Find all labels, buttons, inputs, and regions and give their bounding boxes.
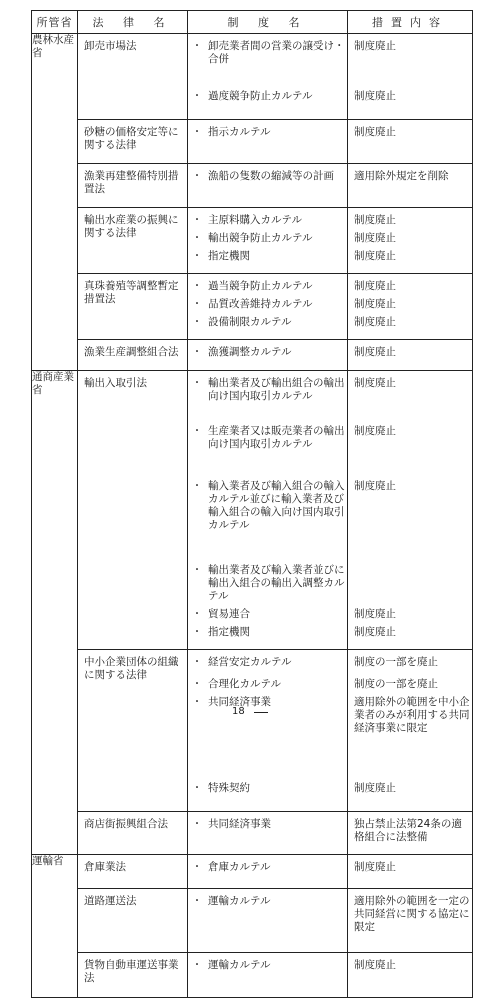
measure-block: [348, 650, 472, 812]
system-item: [191, 298, 345, 316]
law-column: [78, 34, 188, 371]
bullet-marker: ・: [191, 959, 203, 971]
measure-item: 制度廃止: [354, 626, 396, 638]
measure-item: 制度廃止: [354, 298, 396, 310]
system-column: [188, 371, 348, 855]
measure-item: 制度廃止: [354, 126, 396, 138]
system-item: [191, 818, 345, 850]
ministry-name: 運輸省: [32, 855, 78, 998]
measure-item: 制度の一部を廃止: [354, 656, 438, 668]
law-name: 輸出入取引法: [78, 371, 187, 650]
system-name: 卸売業者間の営業の譲受け・合併: [208, 40, 345, 65]
system-name: 設備制限カルテル: [208, 316, 292, 328]
system-name: 指示カルテル: [208, 126, 271, 138]
law-name: 輸出水産業の振興に関する法律: [78, 208, 187, 274]
measure-item: 制度廃止: [354, 377, 396, 389]
measure-block: [348, 812, 472, 854]
system-item: [191, 40, 345, 90]
system-name: 指定機関: [208, 626, 250, 638]
measure-item: 制度の一部を廃止: [354, 678, 438, 690]
system-item: [191, 250, 345, 270]
bullet-marker: ・: [191, 818, 203, 830]
bullet-marker: ・: [191, 895, 203, 907]
measure-column: [348, 855, 473, 998]
measure-item: 制度廃止: [354, 346, 396, 358]
law-name: 商店街振興組合法: [84, 818, 168, 830]
law-name: 道路運送法: [78, 889, 187, 953]
measure-item: 制度廃止: [354, 959, 396, 971]
bullet-marker: ・: [191, 40, 203, 52]
law-name: 倉庫業法: [78, 855, 187, 889]
system-column: [188, 855, 348, 998]
measure-item: 制度廃止: [354, 861, 396, 873]
bullet-marker: ・: [191, 90, 203, 102]
bullet-marker: ・: [191, 861, 203, 873]
system-name: 特殊契約: [208, 782, 250, 794]
bullet-marker: ・: [191, 126, 203, 138]
bullet-marker: ・: [191, 214, 203, 226]
measure-block: [348, 371, 472, 650]
system-item: [191, 782, 345, 808]
system-name: 共同経済事業: [208, 696, 271, 708]
system-name: 倉庫カルテル: [208, 861, 271, 873]
system-item: [191, 656, 345, 678]
measure-item: 制度廃止: [354, 280, 396, 292]
system-block: [188, 889, 347, 953]
bullet-marker: ・: [191, 298, 203, 310]
measure-column: [348, 371, 473, 855]
system-name: 品質改善維持カルテル: [208, 298, 313, 310]
system-item: [191, 377, 345, 425]
system-name: 主原料購入カルテル: [208, 214, 302, 226]
system-name: 合理化カルテル: [208, 678, 281, 690]
bullet-marker: ・: [191, 626, 203, 638]
law-name: 漁業再建整備特別措置法: [78, 164, 187, 208]
bullet-marker: ・: [191, 170, 203, 182]
measure-item: [351, 564, 470, 608]
system-item: [191, 232, 345, 250]
measure-item: 制度廃止: [354, 232, 396, 244]
measure-item: 制度廃止: [354, 90, 396, 102]
system-name: 漁獲調整カルテル: [208, 346, 292, 358]
system-block: [188, 812, 347, 854]
measure-item: 制度廃止: [354, 608, 396, 620]
measure-item: 独占禁止法第24条の適格組合に法整備: [354, 818, 462, 843]
system-item: [191, 90, 345, 116]
system-name: 輸入業者及び輸入組合の輸入カルテル並びに輸入業者及び輸入組合の輸入向け国内取引カルテル: [208, 480, 345, 531]
measure-block: [348, 953, 472, 997]
ministry-row: [32, 371, 473, 855]
system-item: [191, 564, 345, 608]
measure-item: 制度廃止: [354, 480, 396, 492]
system-name: 過度競争防止カルテル: [208, 90, 313, 102]
header-ministry: 所管省: [32, 11, 78, 34]
bullet-marker: ・: [191, 678, 203, 690]
system-item: [191, 696, 345, 782]
measure-item: 制度廃止: [354, 214, 396, 226]
law-column: [78, 371, 188, 855]
system-block: [188, 208, 347, 274]
system-block: [188, 953, 347, 997]
header-measure: 措置内容: [348, 11, 473, 34]
bullet-marker: ・: [191, 346, 203, 358]
system-item: [191, 280, 345, 298]
system-name: 経営安定カルテル: [208, 656, 292, 668]
system-item: [191, 959, 345, 993]
system-name: 運輸カルテル: [208, 959, 271, 971]
system-block: [188, 855, 347, 889]
measure-block: [348, 120, 472, 164]
system-item: [191, 316, 345, 336]
measure-item: 制度廃止: [354, 425, 396, 437]
measure-item: 適用除外規定を削除: [354, 170, 449, 182]
measure-item: 制度廃止: [354, 40, 396, 52]
system-name: 輸出業者及び輸出組合の輸出向け国内取引カルテル: [208, 377, 345, 402]
system-item: [191, 480, 345, 564]
measure-block: [348, 164, 472, 208]
system-name: 運輸カルテル: [208, 895, 271, 907]
system-name: 共同経済事業: [208, 818, 271, 830]
page-number: 18: [232, 706, 245, 717]
system-name: 生産業者又は販売業者の輸出向け国内取引カルテル: [208, 425, 345, 450]
system-item: [191, 425, 345, 480]
header-law: 法 律 名: [78, 11, 188, 34]
system-item: [191, 861, 345, 885]
measure-block: [348, 208, 472, 274]
law-column: [78, 855, 188, 998]
law-name: 砂糖の価格安定等に関する法律: [78, 120, 187, 164]
bullet-marker: ・: [191, 480, 203, 492]
system-item: [191, 170, 345, 204]
law-name: 卸売市場法: [78, 34, 187, 120]
system-item: [191, 214, 345, 232]
system-name: 指定機関: [208, 250, 250, 262]
system-column: [188, 34, 348, 371]
measure-block: [348, 34, 472, 120]
ministry-name: 農林水産省: [32, 34, 78, 371]
system-block: [188, 650, 347, 812]
ministry-name: 通商産業省: [32, 371, 78, 855]
system-block: [188, 371, 347, 650]
law-name: 真珠養殖等調整暫定措置法: [78, 274, 187, 340]
system-name: 輸出競争防止カルテル: [208, 232, 313, 244]
measure-item: 制度廃止: [354, 316, 396, 328]
bullet-marker: ・: [191, 280, 203, 292]
system-block: [188, 274, 347, 340]
system-block: [188, 164, 347, 208]
measure-block: [348, 274, 472, 340]
system-item: [191, 678, 345, 696]
table-header-row: [32, 11, 473, 34]
system-block: [188, 120, 347, 164]
measure-item: 適用除外の範囲を一定の共同経営に関する協定に限定: [354, 895, 470, 933]
measure-block: [348, 855, 472, 889]
bullet-marker: ・: [191, 316, 203, 328]
bullet-marker: ・: [191, 232, 203, 244]
system-name: 輸出業者及び輸入業者並びに輸出入組合の輸出入調整カルテル: [208, 564, 345, 602]
law-name: 中小企業団体の組織に関する法律: [78, 650, 187, 812]
system-item: [191, 126, 345, 160]
measures-table: [31, 10, 473, 998]
system-block: [188, 34, 347, 120]
law-name: 貨物自動車運送事業法: [84, 959, 179, 984]
bullet-marker: ・: [191, 377, 203, 389]
law-name: 漁業生産調整組合法: [84, 346, 179, 358]
system-name: 貿易連合: [208, 608, 250, 620]
ministry-row: [32, 855, 473, 998]
bullet-marker: ・: [191, 782, 203, 794]
measure-item: 制度廃止: [354, 250, 396, 262]
system-name: 過当競争防止カルテル: [208, 280, 313, 292]
system-name: 漁船の隻数の縮減等の計画: [208, 170, 334, 182]
system-item: [191, 608, 345, 626]
measure-block: [348, 889, 472, 953]
measure-column: [348, 34, 473, 371]
system-block: [188, 340, 347, 370]
measure-item: 制度廃止: [354, 782, 396, 794]
system-item: [191, 626, 345, 646]
page-number-dash: [254, 712, 268, 713]
bullet-marker: ・: [191, 425, 203, 437]
bullet-marker: ・: [191, 696, 203, 708]
bullet-marker: ・: [191, 608, 203, 620]
bullet-marker: ・: [191, 564, 203, 576]
measure-block: [348, 340, 472, 370]
bullet-marker: ・: [191, 250, 203, 262]
header-system: 制 度 名: [188, 11, 348, 34]
bullet-marker: ・: [191, 656, 203, 668]
measure-item: 適用除外の範囲を中小企業者のみが利用する共同経済事業に限定: [354, 696, 470, 734]
ministry-row: [32, 34, 473, 371]
system-item: [191, 346, 345, 366]
system-item: [191, 895, 345, 949]
